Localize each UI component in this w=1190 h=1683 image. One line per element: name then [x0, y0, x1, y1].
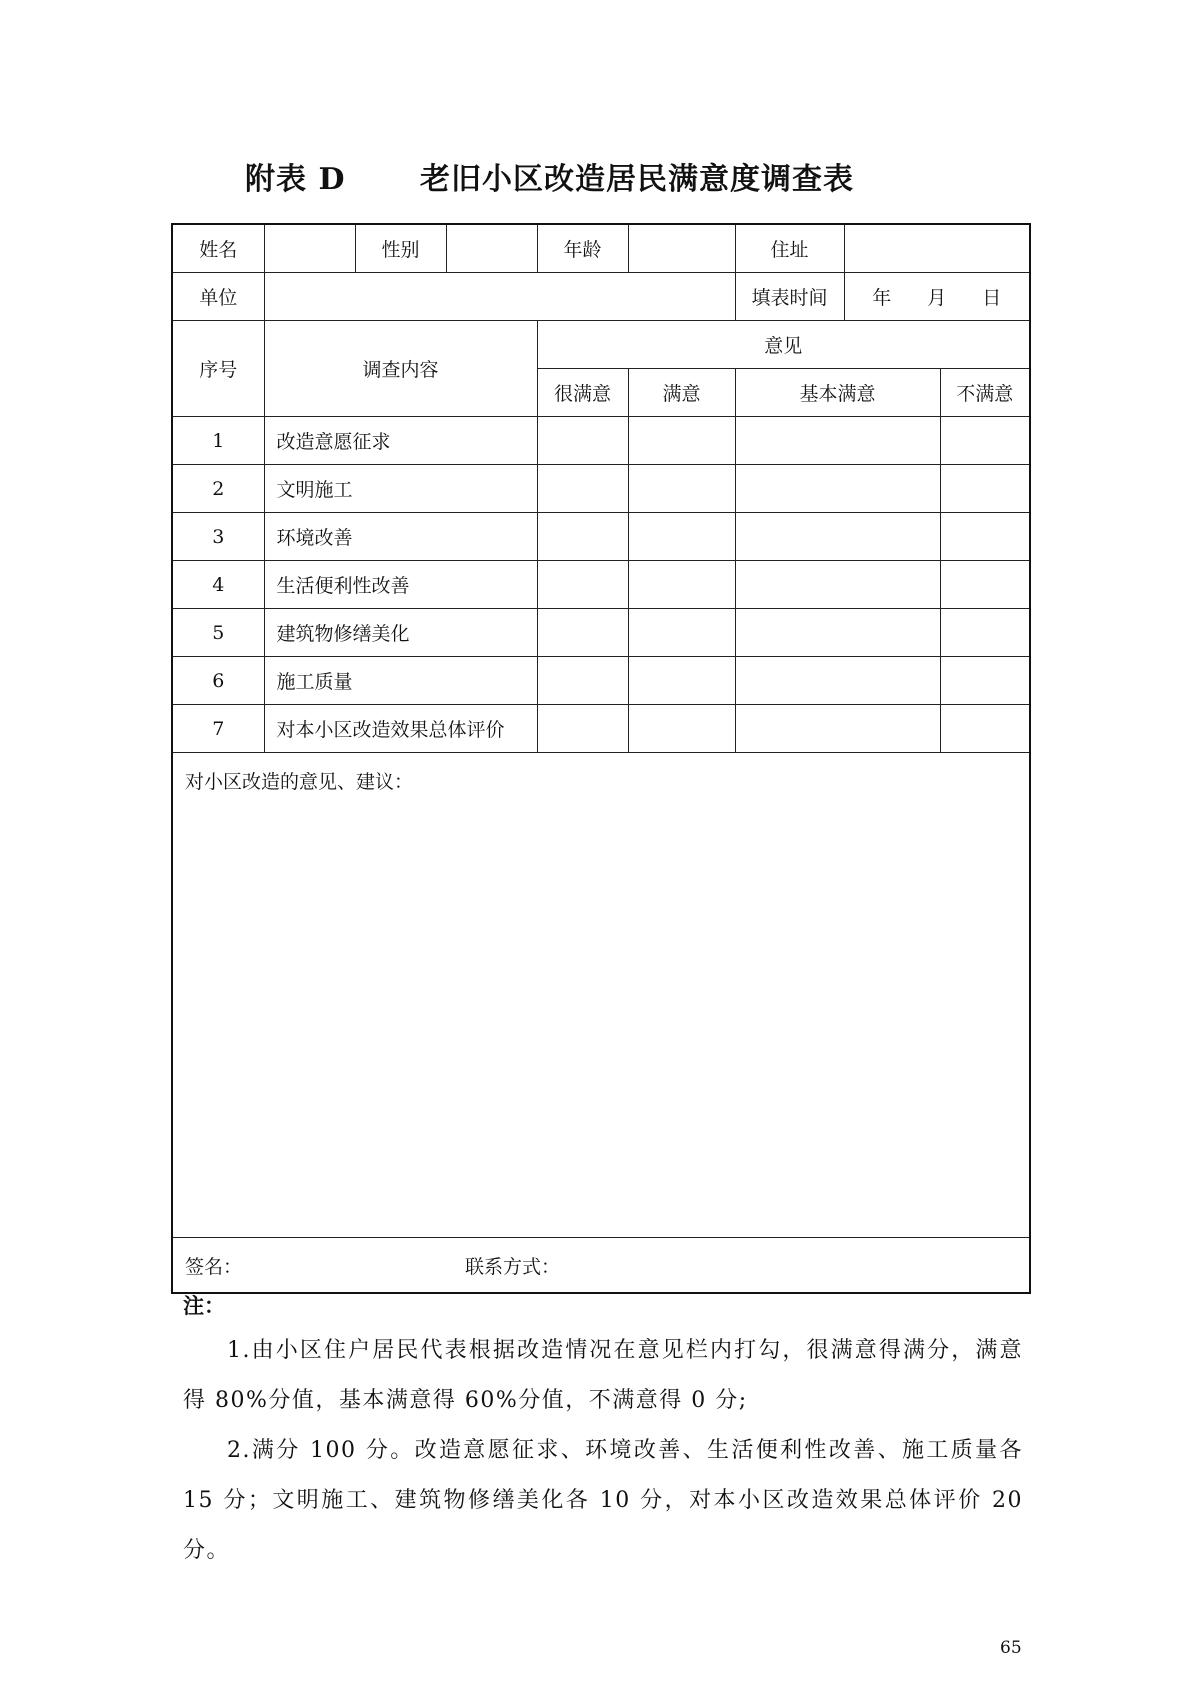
item-number: 3: [172, 513, 264, 561]
rating-cell-dissatisfied[interactable]: [940, 609, 1030, 657]
rating-cell-dissatisfied[interactable]: [940, 705, 1030, 753]
appendix-label: 附表 D: [245, 162, 346, 197]
name-label: 姓名: [172, 224, 264, 273]
unit-label: 单位: [172, 273, 264, 321]
notes-heading: 注：: [183, 1293, 225, 1318]
rating-cell-very-satisfied[interactable]: [537, 609, 628, 657]
rating-cell-very-satisfied[interactable]: [537, 561, 628, 609]
item-number: 7: [172, 705, 264, 753]
personal-info-row: [172, 224, 1030, 273]
item-topic: 对本小区改造效果总体评价: [264, 705, 537, 753]
rating-cell-satisfied[interactable]: [628, 657, 735, 705]
rating-cell-dissatisfied[interactable]: [940, 465, 1030, 513]
note-item: 1.由小区住户居民代表根据改造情况在意见栏内打勾，很满意得满分，满意得 80%分值，基本满意得 60%分值，不满意得 0 分;: [183, 1338, 1023, 1413]
age-field[interactable]: [628, 224, 735, 273]
suggestions-row: [172, 753, 1030, 1238]
rating-cell-basically-satisfied[interactable]: [735, 609, 940, 657]
form-title: 老旧小区改造居民满意度调查表: [420, 162, 854, 197]
table-row: [172, 417, 1030, 465]
header-row-1: [172, 321, 1030, 369]
item-topic: 文明施工: [264, 465, 537, 513]
signature-row: [172, 1238, 1030, 1294]
table-row: [172, 609, 1030, 657]
rating-cell-basically-satisfied[interactable]: [735, 561, 940, 609]
rating-cell-basically-satisfied[interactable]: [735, 417, 940, 465]
rating-header: 不满意: [940, 369, 1030, 417]
document-title: [0, 148, 1190, 198]
rating-header: 满意: [628, 369, 735, 417]
opinion-header: 意见: [537, 321, 1030, 369]
item-topic: 改造意愿征求: [264, 417, 537, 465]
rating-cell-very-satisfied[interactable]: [537, 417, 628, 465]
date-month-label: 月: [927, 287, 947, 309]
notes-section: [183, 1290, 1023, 1576]
rating-cell-basically-satisfied[interactable]: [735, 513, 940, 561]
rating-cell-dissatisfied[interactable]: [940, 513, 1030, 561]
rating-cell-dissatisfied[interactable]: [940, 561, 1030, 609]
item-number: 1: [172, 417, 264, 465]
rating-cell-satisfied[interactable]: [628, 465, 735, 513]
suggestions-area[interactable]: [172, 753, 1030, 1238]
rating-cell-very-satisfied[interactable]: [537, 657, 628, 705]
fill-time-label: 填表时间: [735, 273, 844, 321]
rating-cell-very-satisfied[interactable]: [537, 465, 628, 513]
item-number: 6: [172, 657, 264, 705]
page-number: 65: [1000, 1638, 1022, 1658]
fill-date-field[interactable]: [844, 273, 1030, 321]
signature-contact-field[interactable]: [172, 1238, 1030, 1294]
unit-row: [172, 273, 1030, 321]
rating-cell-satisfied[interactable]: [628, 561, 735, 609]
table-row: [172, 561, 1030, 609]
content-header: 调查内容: [264, 321, 537, 417]
table-row: [172, 705, 1030, 753]
rating-cell-basically-satisfied[interactable]: [735, 705, 940, 753]
rating-cell-basically-satisfied[interactable]: [735, 465, 940, 513]
item-number: 4: [172, 561, 264, 609]
table-row: [172, 513, 1030, 561]
name-field[interactable]: [264, 224, 355, 273]
rating-cell-dissatisfied[interactable]: [940, 417, 1030, 465]
rating-cell-satisfied[interactable]: [628, 609, 735, 657]
date-day-label: 日: [982, 287, 1002, 309]
rating-cell-satisfied[interactable]: [628, 705, 735, 753]
note-item: 2.满分 100 分。改造意愿征求、环境改善、生活便利性改善、施工质量各 15 分；文明施工、建筑物修缮美化各 10 分，对本小区改造效果总体评价 20 分。: [183, 1438, 1023, 1563]
rating-header: 基本满意: [735, 369, 940, 417]
suggestions-label: 对小区改造的意见、建议：: [185, 771, 414, 793]
address-field[interactable]: [844, 224, 1030, 273]
rating-cell-satisfied[interactable]: [628, 513, 735, 561]
contact-label: 联系方式：: [465, 1255, 561, 1278]
age-label: 年龄: [537, 224, 628, 273]
item-topic: 建筑物修缮美化: [264, 609, 537, 657]
table-row: [172, 657, 1030, 705]
item-number: 5: [172, 609, 264, 657]
rating-cell-very-satisfied[interactable]: [537, 513, 628, 561]
date-year-label: 年: [872, 287, 892, 309]
gender-label: 性别: [355, 224, 446, 273]
gender-field[interactable]: [446, 224, 537, 273]
rating-cell-satisfied[interactable]: [628, 417, 735, 465]
rating-header: 很满意: [537, 369, 628, 417]
item-number: 2: [172, 465, 264, 513]
rating-cell-very-satisfied[interactable]: [537, 705, 628, 753]
survey-form-table: [171, 223, 1031, 1294]
unit-field[interactable]: [264, 273, 735, 321]
signature-label: 签名：: [185, 1255, 243, 1278]
item-topic: 施工质量: [264, 657, 537, 705]
item-topic: 生活便利性改善: [264, 561, 537, 609]
rating-cell-basically-satisfied[interactable]: [735, 657, 940, 705]
rating-cell-dissatisfied[interactable]: [940, 657, 1030, 705]
item-topic: 环境改善: [264, 513, 537, 561]
table-row: [172, 465, 1030, 513]
seq-header: 序号: [172, 321, 264, 417]
address-label: 住址: [735, 224, 844, 273]
